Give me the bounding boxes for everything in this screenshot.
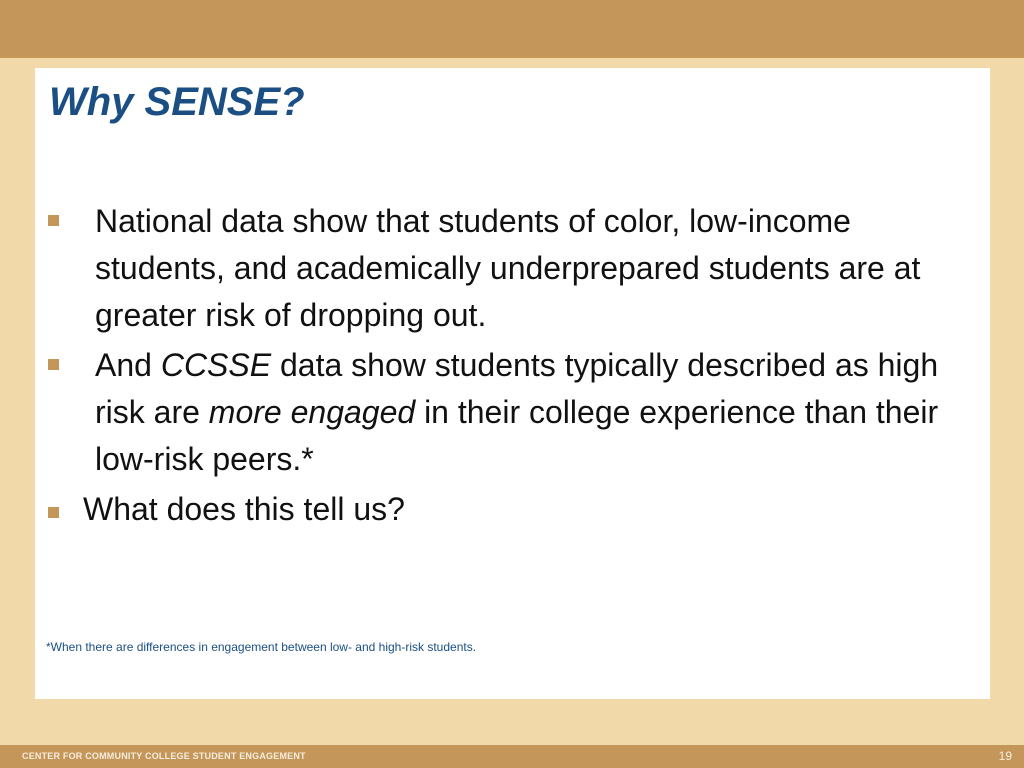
bullet-text: data show students typically described as high risk are <box>95 347 939 430</box>
top-band <box>0 0 1024 58</box>
bullet-list <box>35 198 990 536</box>
bullet-text: National data show that students of color, low-income students, and academically underprepared students are at greater risk of dropping out. <box>95 203 921 333</box>
emphasis-ccsse: CCSSE <box>160 347 272 383</box>
bullet-item <box>35 198 990 339</box>
organization-name: CENTER FOR COMMUNITY COLLEGE STUDENT ENGAGEMENT <box>22 751 306 761</box>
square-bullet-icon <box>48 507 59 518</box>
bullet-item <box>35 342 990 483</box>
footnote: *When there are differences in engagement between low- and high-risk students. <box>46 640 477 654</box>
bullet-text: What does this tell us? <box>83 491 405 527</box>
bullet-text: And <box>95 347 161 383</box>
slide-content <box>35 68 990 699</box>
footer-band <box>0 745 1024 768</box>
square-bullet-icon <box>48 359 59 370</box>
emphasis-more-engaged: more engaged <box>208 394 416 430</box>
bullet-item <box>35 486 990 533</box>
square-bullet-icon <box>48 215 59 226</box>
page-number: 19 <box>998 749 1012 763</box>
slide-title: Why SENSE? <box>49 80 305 124</box>
bullet-text: in their college experience than their low-risk peers.* <box>95 394 939 477</box>
